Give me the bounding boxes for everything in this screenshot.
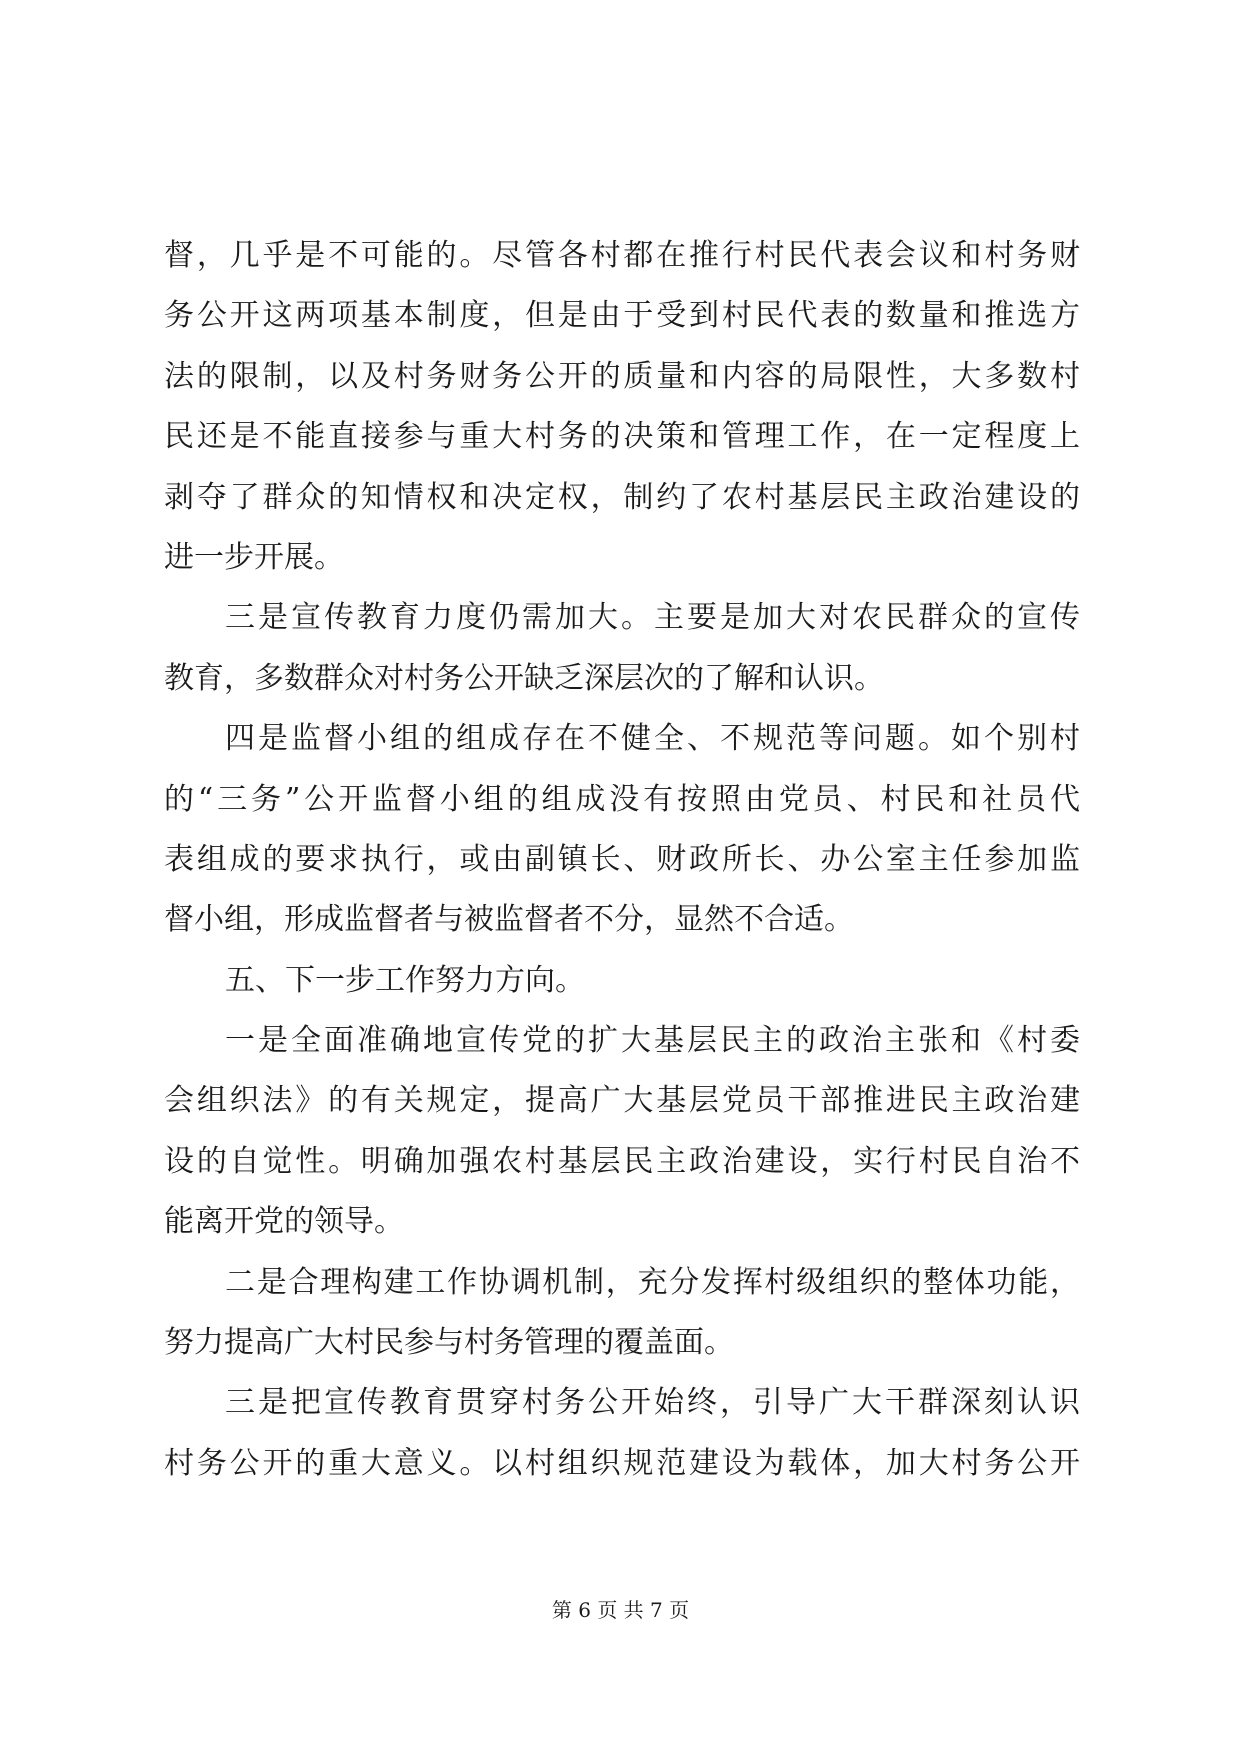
text-line: 民还是不能直接参与重大村务的决策和管理工作，在一定程度上 [164, 419, 1080, 455]
text-line: 五、下一步工作努力方向。 [225, 962, 585, 998]
text-line: 表组成的要求执行，或由副镇长、财政所长、办公室主任参加监 [164, 841, 1080, 877]
text-line: 剥夺了群众的知情权和决定权，制约了农村基层民主政治建设的 [164, 479, 1080, 515]
text-line: 务公开这两项基本制度，但是由于受到村民代表的数量和推选方 [164, 298, 1080, 334]
text-line: 能离开党的领导。 [164, 1204, 404, 1240]
text-line: 村务公开的重大意义。以村组织规范建设为载体，加大村务公开 [164, 1445, 1080, 1481]
text-line: 督小组，形成监督者与被监督者不分，显然不合适。 [164, 902, 854, 938]
text-line: 会组织法》的有关规定，提高广大基层党员干部推进民主政治建 [164, 1083, 1080, 1119]
text-line: 三是宣传教育力度仍需加大。主要是加大对农民群众的宣传 [225, 600, 1080, 636]
text-line: 四是监督小组的组成存在不健全、不规范等问题。如个别村 [225, 721, 1080, 757]
text-line: 二是合理构建工作协调机制，充分发挥村级组织的整体功能， [225, 1264, 1080, 1300]
text-line: 设的自觉性。明确加强农村基层民主政治建设，实行村民自治不 [164, 1143, 1080, 1179]
text-line: 一是全面准确地宣传党的扩大基层民主的政治主张和《村委 [225, 1023, 1080, 1059]
document-body [164, 226, 1080, 1494]
text-line: 法的限制，以及村务财务公开的质量和内容的局限性，大多数村 [164, 358, 1080, 394]
text-line: 督，几乎是不可能的。尽管各村都在推行村民代表会议和村务财 [164, 238, 1080, 273]
text-line: 的“三务”公开监督小组的组成没有按照由党员、村民和社员代 [164, 781, 1080, 817]
page-footer: 第 6 页 共 7 页 [551, 1598, 690, 1622]
text-line: 努力提高广大村民参与村务管理的覆盖面。 [164, 1325, 734, 1361]
text-line: 教育，多数群众对村务公开缺乏深层次的了解和认识。 [164, 660, 884, 696]
text-line: 三是把宣传教育贯穿村务公开始终，引导广大干群深刻认识 [225, 1385, 1080, 1421]
text-line: 进一步开展。 [164, 539, 344, 575]
